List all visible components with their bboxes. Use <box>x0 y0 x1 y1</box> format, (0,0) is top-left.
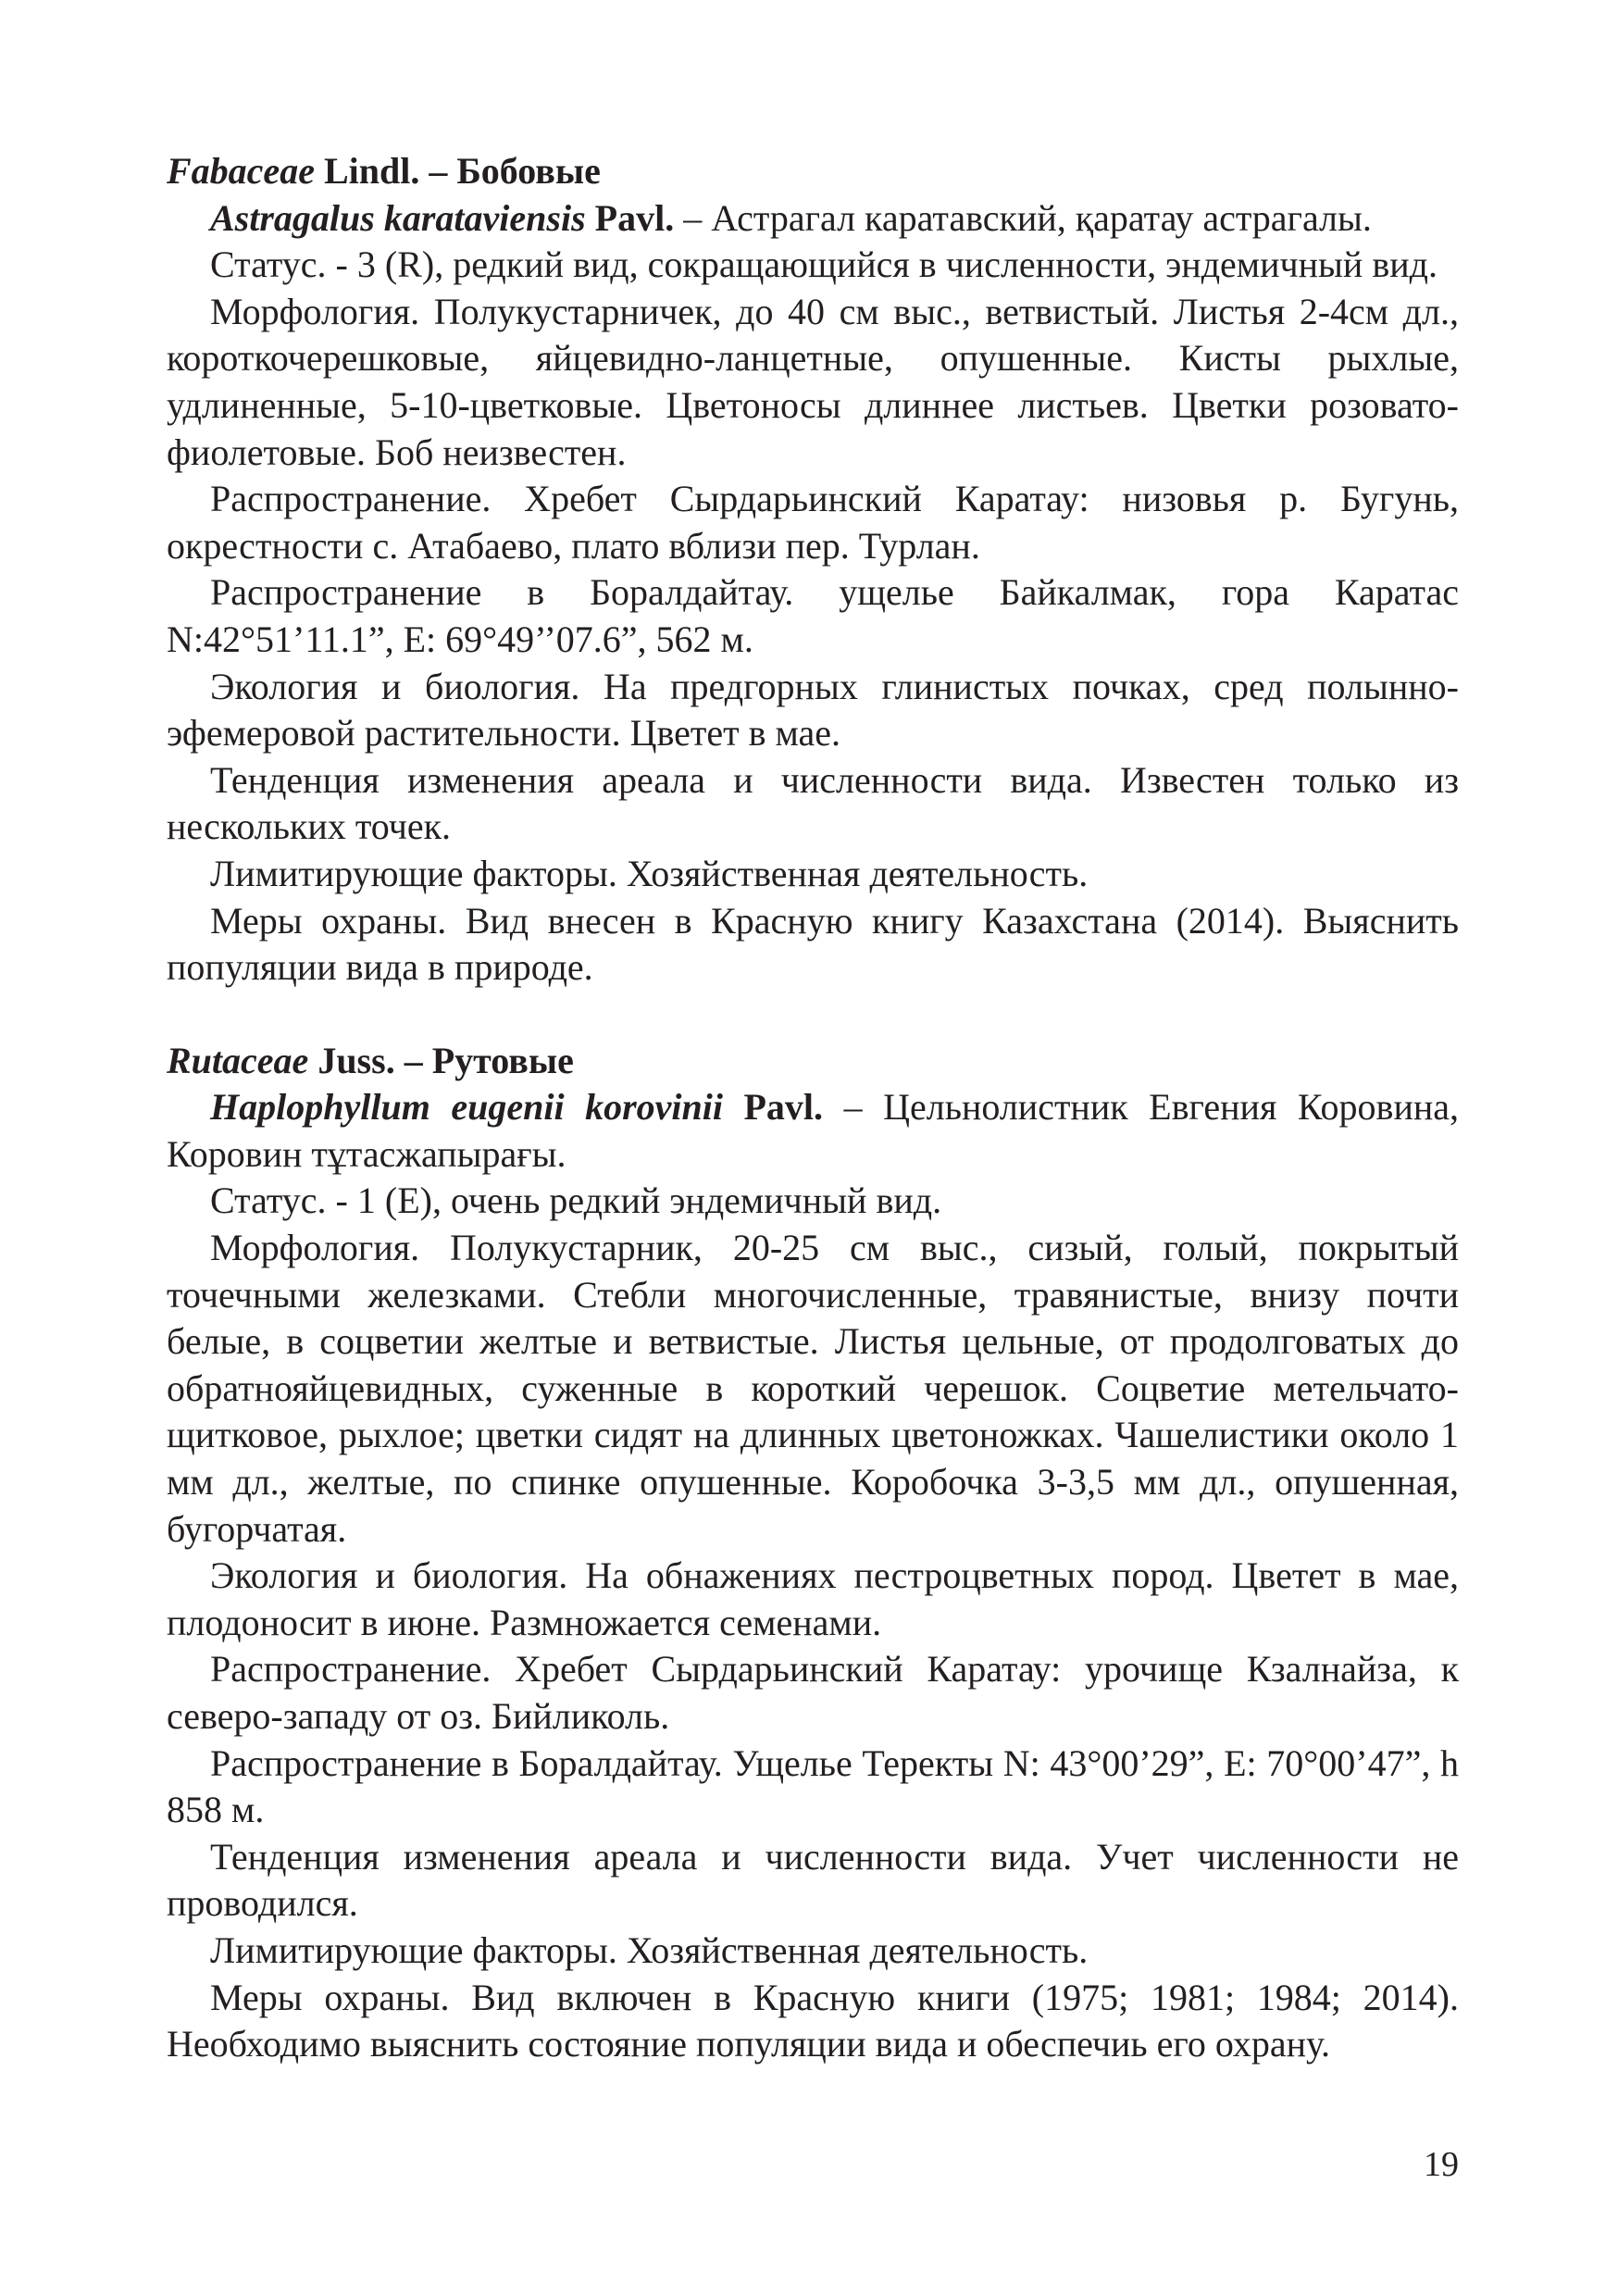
page-body <box>167 148 1459 2068</box>
page-number: 19 <box>1424 2145 1459 2184</box>
species-common-names: – Цельнолистник Евгения Коровина, Коровин тұтасжапырағы. <box>167 1086 1460 1175</box>
morphology-paragraph: Морфология. Полукустарник, 20-25 см выс., сизый, голый, покрытый точечными железками. Стебли многочисленные, травянистые, внизу почти белые, в соцветии желтые и ветвистые. Листья цельные, от продолговатых до обратнояйцевидных, суженные в короткий черешок. Соцветие метельчато-щитковое, рыхлое; цветки сидят на длинных цветоножках. Чашелистики около 1 мм дл., желтые, по спинке опушенные. Коробочка 3-3,5 мм дл., опушенная, бугорчатая. <box>167 1227 1459 1550</box>
species-heading <box>167 1084 1459 1178</box>
family-author-common-name: Lindl. – Бобовые <box>314 150 601 192</box>
family-author-common-name: Juss. – Рутовые <box>308 1039 574 1081</box>
limiting-factors-paragraph: Лимитирующие факторы. Хозяйственная деятельность. <box>210 852 1089 894</box>
status-paragraph: Статус. - 1 (E), очень редкий эндемичный вид. <box>210 1179 942 1222</box>
local-distribution-paragraph: Распространение в Боралдайтау. ущелье Байкалмак, гора Каратас N:42°51’11.1”, E: 69°49’’07.6”, 562 м. <box>167 571 1459 660</box>
morphology-paragraph: Морфология. Полукустарничек, до 40 см выс., ветвистый. Листья 2-4см дл., короткочерешковые, яйцевидно-ланцетные, опушенные. Кисты рыхлые, удлиненные, 5-10-цветковые. Цветоносы длиннее листьев. Цветки розовато-фиолетовые. Боб неизвестен. <box>167 290 1459 473</box>
local-distribution-paragraph: Распространение в Боралдайтау. Ущелье Теректы N: 43°00’29”, E: 70°00’47”, h 858 м. <box>167 1741 1459 1831</box>
distribution-paragraph: Распространение. Хребет Сырдарьинский Каратау: урочище Кзалнайза, к северо-западу от оз. Бийликоль. <box>167 1648 1459 1737</box>
distribution-paragraph: Распространение. Хребет Сырдарьинский Каратау: низовья р. Бугунь, окрестности с. Атабаево, плато вблизи пер. Турлан. <box>167 478 1459 567</box>
species-author: Pavl. <box>722 1086 824 1129</box>
ecology-paragraph: Экология и биология. На обнажениях пестроцветных пород. Цветет в мае, плодоносит в июне. Размножается семенами. <box>167 1554 1459 1643</box>
species-author: Pavl. <box>585 196 675 239</box>
species-latin-name: Astragalus karataviensis <box>210 196 586 239</box>
trend-paragraph: Тенденция изменения ареала и численности вида. Учет численности не проводился. <box>167 1835 1459 1925</box>
species-common-names: – Астрагал каратавский, қаратау астрагалы. <box>674 196 1372 239</box>
family-heading <box>167 148 1459 195</box>
status-paragraph: Статус. - 3 (R), редкий вид, сокращающийся в численности, эндемичный вид. <box>210 243 1438 286</box>
family-latin-name: Fabaceae <box>167 150 315 192</box>
family-latin-name: Rutaceae <box>167 1039 309 1081</box>
family-heading <box>167 1038 1459 1085</box>
limiting-factors-paragraph: Лимитирующие факторы. Хозяйственная деятельность. <box>210 1928 1089 1971</box>
protection-paragraph: Меры охраны. Вид включен в Красную книги (1975; 1981; 1984; 2014). Необходимо выяснить состояние популяции вида и обеспечиь его охрану. <box>167 1976 1459 2065</box>
trend-paragraph: Тенденция изменения ареала и численности вида. Известен только из нескольких точек. <box>167 758 1459 848</box>
species-latin-name: Haplophyllum eugenii korovinii <box>210 1086 723 1129</box>
protection-paragraph: Меры охраны. Вид внесен в Красную книгу Казахстана (2014). Выяснить популяции вида в природе. <box>167 899 1459 989</box>
ecology-paragraph: Экология и биология. На предгорных глинистых почках, сред полынно-эфемеровой растительности. Цветет в мае. <box>167 665 1459 755</box>
section-fabaceae <box>167 148 1459 992</box>
species-heading <box>167 195 1459 243</box>
section-rutaceae <box>167 1038 1459 2068</box>
